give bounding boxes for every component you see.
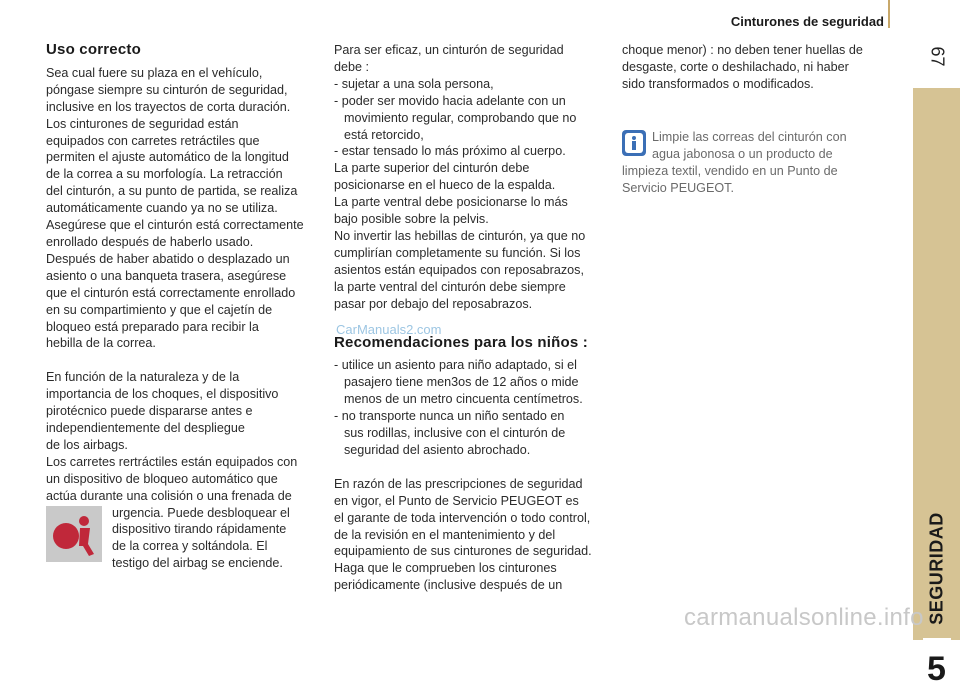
- text-line: Después de haber abatido o desplazado un: [46, 251, 290, 266]
- text-line: limpieza textil, vendido en un Punto de: [622, 163, 838, 178]
- paragraph-eficaz: [334, 42, 609, 76]
- text-line: Servicio PEUGEOT.: [622, 180, 734, 195]
- text-line: en vigor, el Punto de Servicio PEUGEOT es: [334, 493, 579, 508]
- text-line: cumplirían completamente su función. Si los: [334, 245, 581, 260]
- list-item: [334, 408, 609, 459]
- text-line: importancia de los choques, el dispositivo: [46, 387, 279, 402]
- section-heading-uso-correcto: Uso correcto: [46, 41, 141, 58]
- text-line: En función de la naturaleza y de la: [46, 370, 240, 385]
- text-line: - estar tensado lo más próximo al cuerpo.: [334, 144, 566, 159]
- text-line: hebilla de la correa.: [46, 336, 156, 351]
- paragraph-pirotecnico: [46, 369, 321, 504]
- text-line: Los carretes rertráctiles están equipados con: [46, 454, 298, 469]
- text-line: La parte superior del cinturón debe: [334, 161, 530, 176]
- text-line: choque menor) : no deben tener huellas de: [622, 43, 863, 57]
- list-item: [334, 93, 609, 144]
- text-line: periódicamente (inclusive después de un: [334, 578, 563, 593]
- info-note: [622, 129, 892, 197]
- text-line: En razón de las prescripciones de seguridad: [334, 476, 583, 491]
- text-line: asientos están equipados con reposabrazos,: [334, 262, 584, 277]
- text-line: debe :: [334, 59, 370, 74]
- chapter-side-tab: [913, 88, 960, 688]
- chapter-label: SEGURIDAD: [926, 512, 947, 625]
- text-line: bloqueo está preparado para recibir la: [46, 319, 259, 334]
- list-item: [334, 143, 609, 160]
- text-line: Sea cual fuere su plaza en el vehículo,: [46, 65, 263, 80]
- text-line: desgaste, corte o deshilachado, ni haber: [622, 59, 849, 74]
- paragraph-choque: [622, 42, 892, 93]
- paragraph-peugeot-service: [334, 476, 609, 594]
- paragraph-posicion: [334, 160, 609, 312]
- column-3: [622, 42, 892, 93]
- text-line: sus rodillas, inclusive con el cinturón de: [344, 426, 566, 441]
- text-line: pasar por debajo del reposabrazos.: [334, 296, 533, 311]
- header-divider: [888, 0, 890, 28]
- airbag-warning-icon: [46, 506, 102, 562]
- text-line: la parte ventral del cinturón debe siempre: [334, 279, 566, 294]
- page-number: 67: [927, 46, 948, 67]
- list-item: [334, 76, 609, 93]
- text-line: Haga que le comprueben los cinturones: [334, 561, 557, 576]
- text-line: inclusive en los trayectos de corta duración.: [46, 99, 291, 114]
- text-line: Limpie las correas del cinturón con: [652, 130, 847, 144]
- list-item: [334, 357, 609, 408]
- text-line: está retorcido,: [344, 127, 424, 142]
- text-line: No invertir las hebillas de cinturón, ya que no: [334, 228, 586, 243]
- section-heading-ninos: Recomendaciones para los niños :: [334, 333, 588, 351]
- paragraph-uso-correcto: [46, 65, 321, 352]
- text-line: que el cinturón está correctamente enrollado: [46, 285, 296, 300]
- text-line: del cinturón, a su punto de partida, se realiza: [46, 184, 298, 199]
- text-line: seguridad del asiento abrochado.: [344, 442, 531, 457]
- text-line: - utilice un asiento para niño adaptado, si el: [334, 358, 577, 373]
- text-line: en su compartimiento y que el cajetín de: [46, 302, 273, 317]
- text-line: Los cinturones de seguridad están: [46, 116, 239, 131]
- text-line: equipados con carretes retráctiles que: [46, 133, 260, 148]
- text-line: independientemente del despliegue: [46, 421, 245, 436]
- text-line: dispositivo tirando rápidamente: [112, 522, 287, 537]
- watermark-carmanuals: CarManuals2.com: [336, 322, 442, 337]
- text-line: - poder ser movido hacia adelante con un: [334, 93, 566, 108]
- text-line: asiento o una banqueta trasera, asegúrese: [46, 268, 287, 283]
- text-line: La parte ventral debe posicionarse lo más: [334, 195, 568, 210]
- text-line: sido transformados o modificados.: [622, 76, 814, 91]
- text-line: de la correa a su morfología. La retracción: [46, 167, 283, 182]
- text-line: automáticamente cuando ya no se utiliza.: [46, 201, 278, 216]
- watermark-carmanualsonline: carmanualsonline.info: [684, 604, 924, 631]
- text-line: póngase siempre su cinturón de seguridad,: [46, 82, 288, 97]
- text-line: - sujetar a una sola persona,: [334, 76, 494, 91]
- text-line: urgencia. Puede desbloquear el: [112, 505, 290, 520]
- text-line: pirotécnico puede dispararse antes e: [46, 404, 253, 419]
- text-line: equipamiento de sus cinturones de seguridad.: [334, 544, 592, 559]
- text-line: testigo del airbag se enciende.: [112, 556, 283, 571]
- text-line: Para ser eficaz, un cinturón de seguridad: [334, 43, 564, 57]
- text-line: un dispositivo de bloqueo automático que: [46, 471, 278, 486]
- text-line: bajo posible sobre la pelvis.: [334, 212, 489, 227]
- text-line: posicionarse en el hueco de la espalda.: [334, 178, 556, 193]
- text-line: agua jabonosa o un producto de: [652, 146, 833, 161]
- text-line: de la revisión en el mantenimiento y del: [334, 527, 556, 542]
- column-1: [46, 42, 321, 572]
- chapter-number: 5: [927, 650, 946, 688]
- text-line: el garante de toda intervención o todo control,: [334, 510, 591, 525]
- text-line: movimiento regular, comprobando que no: [344, 110, 577, 125]
- text-line: actúa durante una colisión o una frenada de: [46, 488, 292, 503]
- text-line: pasajero tiene men3os de 12 años o mide: [344, 375, 579, 390]
- text-line: Asegúrese que el cinturón está correctamente: [46, 218, 304, 233]
- text-line: - no transporte nunca un niño sentado en: [334, 409, 565, 424]
- text-line: menos de un metro cincuenta centímetros.: [344, 392, 583, 407]
- text-line: enrollado después de haberlo usado.: [46, 234, 254, 249]
- page-header-title: Cinturones de seguridad: [730, 14, 884, 29]
- text-line: permiten el ajuste automático de la longitud: [46, 150, 289, 165]
- list-requirements: [334, 76, 609, 161]
- text-line: de la correa y soltándola. El: [112, 539, 268, 554]
- column-2: [334, 42, 609, 594]
- text-line: de los airbags.: [46, 437, 128, 452]
- list-children: [334, 357, 609, 458]
